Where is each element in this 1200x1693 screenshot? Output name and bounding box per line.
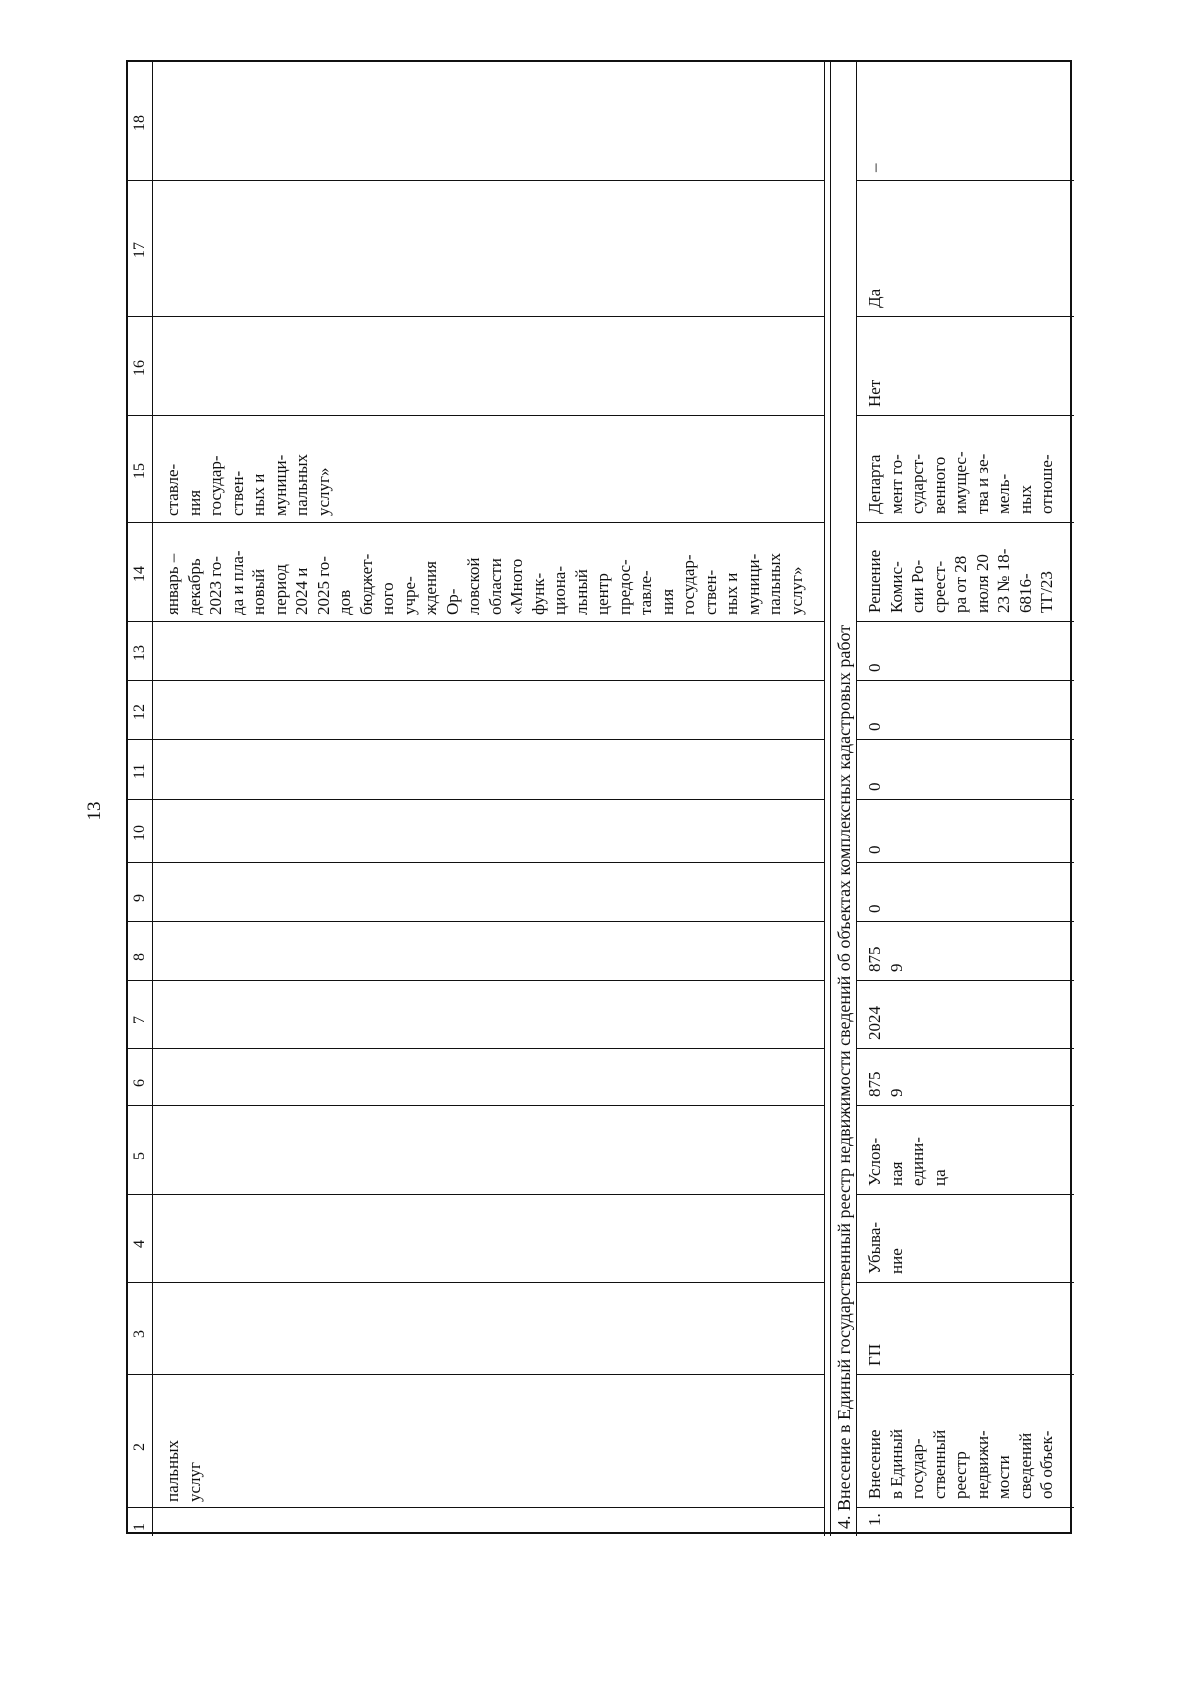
row1-column-border-13 — [856, 621, 1074, 622]
column-header-7: 7 — [131, 1016, 148, 1024]
column-border-11 — [128, 739, 824, 740]
row1-cell-4 — [864, 1222, 907, 1274]
section-row-border-left — [824, 62, 825, 1536]
row1-column-border-6 — [856, 1048, 1074, 1049]
continued-cell-col14-line: области — [485, 558, 505, 615]
continued-cell-col15-line: ствен- — [227, 470, 247, 516]
continued-cell-col14-line: ждения — [421, 561, 440, 615]
row1-cell-14-line: Комис- — [886, 561, 906, 613]
continued-cell-col15-line: ных и — [249, 473, 268, 516]
continued-cell-col15-line: ния — [184, 489, 204, 516]
continued-cell-col2-line: пальных — [163, 1439, 182, 1502]
continued-cell-col14-line: Ор- — [442, 588, 462, 615]
row1-cell-14-line: июля 20 — [972, 554, 992, 613]
row1-column-border-8 — [856, 921, 1074, 922]
row1-cell-4-line: Убыва- — [865, 1221, 884, 1274]
column-border-14 — [128, 522, 824, 523]
continued-cell-col14-line: декабрь — [184, 558, 204, 615]
continued-cell-col14-line: «Много — [507, 558, 526, 615]
row1-cell-2-line: Внесение — [865, 1429, 884, 1499]
column-header-10: 10 — [131, 824, 148, 841]
column-border-3 — [128, 1282, 824, 1283]
row1-column-border-16 — [856, 316, 1074, 317]
row1-cell-15-line: мент го- — [886, 454, 906, 514]
continued-cell-col15-line: муници- — [270, 454, 290, 516]
row1-cell-11 — [864, 783, 886, 792]
row1-cell-1-line: 1. — [865, 1513, 884, 1526]
continued-cell-col14-line: циона- — [550, 566, 569, 615]
column-border-13 — [128, 621, 824, 622]
column-header-9: 9 — [131, 893, 148, 902]
section-title: 4. Внесение в Единый государственный реестр недвижимости сведений об объектах комплексных кадастровых работ — [834, 624, 854, 1529]
row1-cell-9-line: 0 — [865, 904, 884, 913]
row1-cell-2 — [864, 1429, 1058, 1499]
row1-cell-11-line: 0 — [865, 782, 884, 791]
row1-cell-8 — [864, 947, 907, 973]
row1-cell-2-line: об объек- — [1037, 1430, 1056, 1499]
continued-cell-col14-line: период — [270, 564, 290, 615]
column-border-8 — [128, 921, 824, 922]
continued-cell-col14-line: дов — [335, 589, 354, 615]
row1-column-border-5 — [856, 1105, 1074, 1106]
row1-cell-14-line: 6816- — [1015, 573, 1035, 613]
row1-cell-5-line: ная — [886, 1161, 906, 1186]
continued-cell-col14-line: 2023 го- — [206, 556, 225, 615]
column-border-6 — [128, 1048, 824, 1049]
row1-cell-16 — [864, 380, 886, 407]
row1-cell-4-line: ние — [886, 1248, 906, 1274]
row1-cell-15-line: тва и зе- — [972, 453, 992, 514]
column-border-10 — [128, 799, 824, 800]
row1-cell-16-line: Нет — [865, 379, 884, 407]
row1-cell-7 — [864, 1006, 886, 1040]
row1-cell-6-line: 875 — [865, 1071, 884, 1097]
continued-cell-col2 — [162, 1440, 205, 1502]
row1-column-border-14 — [856, 522, 1074, 523]
column-header-6: 6 — [131, 1078, 148, 1087]
row1-cell-15-line: ных — [1015, 484, 1035, 514]
continued-cell-col14-line: муници- — [743, 553, 763, 615]
continued-cell-col14-line: тавле- — [636, 570, 655, 615]
continued-cell-col15-line: пальных — [292, 453, 311, 516]
continued-cell-col14-line: новый — [249, 568, 268, 615]
continued-cell-col14-line: январь – — [163, 553, 182, 615]
row1-cell-14-line: Решение — [865, 549, 884, 613]
row1-cell-10-line: 0 — [865, 845, 884, 854]
row1-cell-2-line: ственный — [929, 1429, 949, 1499]
column-header-18: 18 — [131, 115, 148, 131]
row1-cell-14-line: ТГ/23 — [1037, 571, 1056, 613]
continued-cell-col14-line: ствен- — [700, 569, 720, 615]
column-header-17: 17 — [131, 242, 148, 258]
column-header-5: 5 — [131, 1151, 148, 1160]
row1-column-border-9 — [856, 862, 1074, 863]
column-header-3: 3 — [131, 1330, 148, 1338]
column-header-12: 12 — [131, 703, 148, 720]
row1-cell-12 — [864, 723, 886, 732]
continued-cell-col2-line: услуг — [184, 1461, 204, 1502]
row1-cell-2-line: реестр — [951, 1451, 970, 1499]
row1-column-border-4 — [856, 1194, 1074, 1195]
column-header-16: 16 — [131, 359, 148, 376]
row1-column-border-17 — [856, 180, 1074, 181]
column-header-14: 14 — [131, 565, 148, 582]
column-border-17 — [128, 180, 824, 181]
continued-cell-col14-line: ловской — [464, 557, 483, 615]
row1-cell-2-line: недвижи- — [972, 1430, 992, 1499]
row1-cell-18 — [864, 164, 886, 173]
section-row-border-double — [830, 62, 831, 1536]
continued-cell-col14-line: услуг» — [786, 566, 806, 615]
continued-cell-col14-line: учре- — [399, 576, 419, 615]
row1-cell-17-line: Да — [865, 288, 884, 308]
column-border-4 — [128, 1194, 824, 1195]
column-border-7 — [128, 980, 824, 981]
row1-cell-8-line: 9 — [886, 963, 906, 972]
row1-cell-15-line: имущес- — [951, 451, 970, 514]
continued-cell-col14-line: предос- — [614, 559, 634, 615]
column-border-2 — [128, 1374, 824, 1375]
row1-cell-15-line: венного — [929, 456, 949, 514]
continued-cell-col14-line: 2024 и — [292, 567, 311, 615]
row1-cell-15-line: Департа — [865, 454, 884, 514]
row1-cell-12-line: 0 — [865, 722, 884, 731]
row1-column-border-7 — [856, 980, 1074, 981]
continued-cell-col14-line: ных и — [722, 572, 741, 615]
column-border-12 — [128, 680, 824, 681]
row1-cell-7-line: 2024 — [865, 1006, 884, 1040]
row1-cell-10 — [864, 846, 886, 855]
row1-cell-14-line: ра от 28 — [951, 555, 970, 613]
column-border-15 — [128, 415, 824, 416]
row1-cell-5-line: ца — [929, 1169, 949, 1186]
column-header-4: 4 — [131, 1240, 148, 1248]
column-header-8: 8 — [131, 952, 148, 961]
continued-cell-col14-line: льный — [571, 569, 591, 615]
row1-cell-3 — [864, 1344, 886, 1366]
continued-cell-col15-line: государ- — [206, 455, 225, 516]
column-border-1 — [128, 1507, 824, 1508]
row1-cell-8-line: 875 — [865, 946, 884, 972]
row1-cell-5-line: едини- — [908, 1137, 927, 1186]
row1-cell-14 — [864, 549, 1058, 613]
column-border-9 — [128, 862, 824, 863]
row1-cell-17 — [864, 289, 886, 308]
page-number: 13 — [84, 801, 105, 821]
continued-cell-col14-line: ного — [378, 582, 397, 615]
continued-cell-col14-line: да и пла- — [227, 550, 247, 615]
row1-column-border-11 — [856, 739, 1074, 740]
continued-cell-col15-line: ставле- — [163, 463, 182, 516]
column-header-15: 15 — [131, 462, 148, 479]
row1-cell-2-line: мости — [994, 1455, 1013, 1499]
row1-cell-14-line: среест- — [929, 560, 949, 613]
column-header-1: 1 — [131, 1522, 148, 1531]
continued-cell-col14-line: пальных — [765, 552, 784, 615]
row1-cell-14-line: 23 № 18- — [994, 548, 1013, 613]
continued-cell-col14 — [162, 550, 807, 615]
row1-column-border-2 — [856, 1374, 1074, 1375]
continued-cell-col14-line: государ- — [679, 554, 698, 615]
row1-cell-5-line: Услов- — [865, 1137, 884, 1186]
row1-cell-15-line: сударст- — [908, 453, 927, 514]
column-border-5 — [128, 1105, 824, 1106]
continued-cell-col14-line: бюджет- — [356, 553, 376, 615]
row1-column-border-3 — [856, 1282, 1074, 1283]
row1-cell-1 — [864, 1513, 886, 1526]
continued-cell-col14-line: функ- — [528, 572, 548, 615]
row1-cell-2-line: государ- — [908, 1438, 927, 1499]
column-header-2: 2 — [131, 1442, 148, 1451]
continued-cell-col14-line: центр — [593, 573, 612, 615]
continued-cell-col14-line: 2025 го- — [313, 556, 333, 615]
row1-column-border-12 — [856, 680, 1074, 681]
column-header-11: 11 — [131, 763, 148, 779]
row1-cell-9 — [864, 905, 886, 914]
row1-cell-5 — [864, 1137, 950, 1186]
row1-cell-2-line: сведений — [1015, 1432, 1035, 1499]
row1-cell-15-line: мель- — [994, 473, 1013, 514]
row1-cell-3-line: ГП — [865, 1343, 884, 1366]
row1-cell-13 — [864, 664, 886, 673]
row1-cell-6 — [864, 1072, 907, 1098]
continued-cell-col14-line: ния — [657, 588, 677, 615]
continued-cell-col15 — [162, 454, 334, 516]
row1-cell-18-line: – — [865, 163, 884, 172]
row1-column-border-15 — [856, 415, 1074, 416]
row1-cell-15 — [864, 451, 1058, 514]
column-header-13: 13 — [131, 644, 148, 661]
data-table — [126, 60, 1072, 1534]
row1-cell-13-line: 0 — [865, 663, 884, 672]
row1-column-border-1 — [856, 1507, 1074, 1508]
continued-cell-col15-line: услуг» — [313, 467, 333, 516]
row1-cell-14-line: сии Ро- — [908, 559, 927, 613]
column-border-16 — [128, 316, 824, 317]
row1-column-border-10 — [856, 799, 1074, 800]
row1-cell-2-line: в Единый — [886, 1428, 906, 1499]
row1-cell-15-line: отноше- — [1037, 454, 1056, 514]
row1-cell-6-line: 9 — [886, 1088, 906, 1097]
